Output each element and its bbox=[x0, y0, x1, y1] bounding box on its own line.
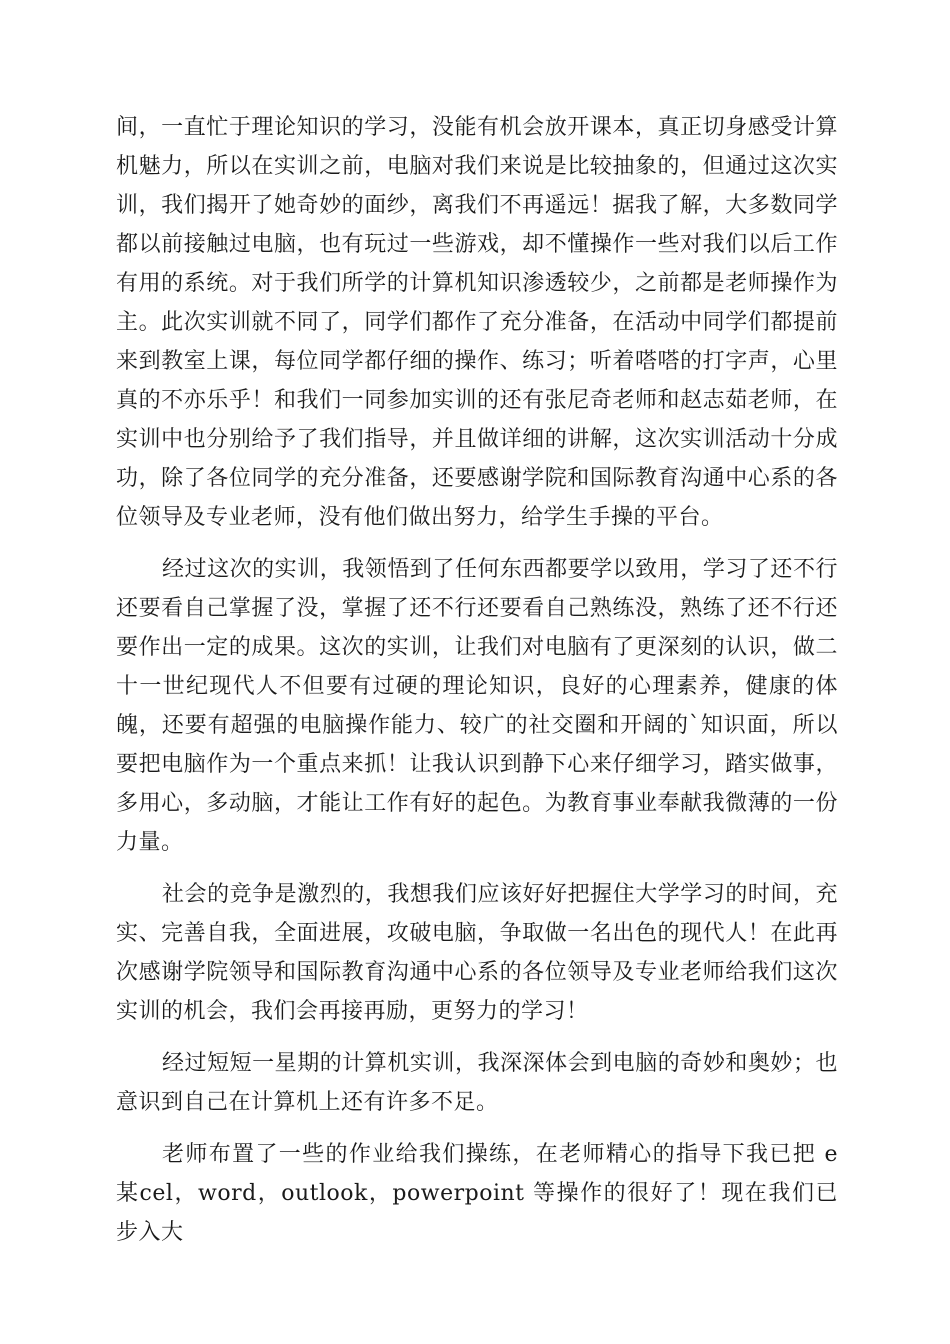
paragraph-3: 社会的竞争是激烈的，我想我们应该好好把握住大学学习的时间，充实、完善自我，全面进展，攻破电脑，争取做一名出色的现代人！在此再次感谢学院领导和国际教育沟通中心系的各位领导及专业老师给我们这次实训的机会，我们会再接再励，更努力的学习！ bbox=[116, 882, 838, 1024]
paragraph-4: 经过短短一星期的计算机实训，我深深体会到电脑的奇妙和奥妙；也意识到自己在计算机上还有许多不足。 bbox=[116, 1051, 838, 1115]
paragraph-1: 间，一直忙于理论知识的学习，没能有机会放开课本，真正切身感受计算机魅力，所以在实训之前，电脑对我们来说是比较抽象的，但通过这次实训，我们揭开了她奇妙的面纱，离我们不再遥远！据我了解，大多数同学都以前接触过电脑，也有玩过一些游戏，却不懂操作一些对我们以后工作有用的系统。对于我们所学的计算机知识渗透较少，之前都是老师操作为主。此次实训就不同了，同学们都作了充分准备，在活动中同学们都提前来到教室上课，每位同学都仔细的操作、练习；听着嗒嗒的打字声，心里真的不亦乐乎！和我们一同参加实训的还有张尼奇老师和赵志茹老师，在实训中也分别给予了我们指导，并且做详细的讲解，这次实训活动十分成功，除了各位同学的充分准备，还要感谢学院和国际教育沟通中心系的各位领导及专业老师，没有他们做出努力，给学生手操的平台。 bbox=[116, 115, 838, 530]
paragraph-5: 老师布置了一些的作业给我们操练，在老师精心的指导下我已把 e 某cel，word，outlook，powerpoint 等操作的很好了！现在我们已步入大 bbox=[116, 1142, 838, 1245]
paragraph-2: 经过这次的实训，我领悟到了任何东西都要学以致用，学习了还不行还要看自己掌握了没，掌握了还不行还要看自己熟练没，熟练了还不行还要作出一定的成果。这次的实训，让我们对电脑有了更深刻的认识，做二十一世纪现代人不但要有过硬的理论知识，良好的心理素养，健康的体魄，还要有超强的电脑操作能力、较广的社交圈和开阔的`知识面，所以要把电脑作为一个重点来抓！让我认识到静下心来仔细学习，踏实做事，多用心，多动脑，才能让工作有好的起色。为教育事业奉献我微薄的一份力量。 bbox=[116, 557, 838, 855]
document-body bbox=[116, 108, 838, 1252]
